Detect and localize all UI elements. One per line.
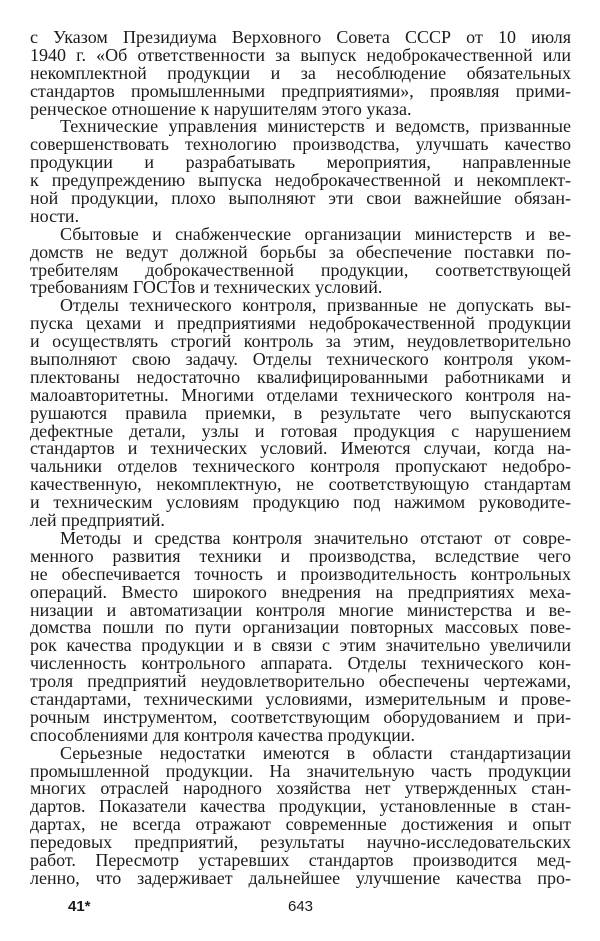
text-line: плектованы недостаточно квалифицированными работниками и — [30, 366, 571, 387]
text-line: дартах, не всегда отражают современные достижения и опыт — [30, 814, 571, 835]
text-line: пуска цехами и предприятиями недоброкачественной продукции — [30, 313, 571, 334]
text-line: некомплектной продукции и за несоблюдение обязательных — [30, 62, 571, 83]
page-body — [30, 29, 571, 888]
text-line: домства пошли по пути организации повторных массовых пове- — [30, 617, 571, 638]
text-line: продукции и разрабатывать мероприятия, направленные — [30, 152, 571, 173]
text-line: передовых предприятий, результаты научно-исследовательских — [30, 832, 571, 853]
signature-mark: 41* — [68, 898, 91, 915]
paragraph — [30, 742, 571, 888]
text-line: способлениями для контроля качества продукции. — [30, 724, 416, 745]
text-line: низации и автоматизации контроля многие министерства и ве- — [30, 599, 571, 620]
text-line: и осуществлять строгий контроль за этим, неудовлетворительно — [30, 331, 571, 352]
text-line: рушаются правила приемки, в результате чего выпускаются — [30, 402, 571, 423]
paragraph — [30, 223, 571, 298]
text-line: работ. Пересмотр устаревших стандартов производится мед- — [30, 849, 571, 870]
text-line: к предупреждению выпуска недоброкачественной и некомплект- — [30, 170, 571, 191]
text-line: операций. Вместо широкого внедрения на предприятиях меха- — [30, 581, 571, 602]
text-line: дартов. Показатели качества продукции, установленные в стан- — [30, 796, 571, 817]
text-line: Отделы технического контроля, призванные не допускать вы- — [60, 295, 571, 316]
text-line: лей предприятий. — [30, 510, 165, 531]
text-line: Технические управления министерств и ведомств, призванные — [60, 116, 571, 137]
text-line: малоавторитетны. Многими отделами технического контроля на- — [30, 384, 571, 405]
text-line: ленно, что задерживает дальнейшее улучшение качества про- — [30, 867, 571, 888]
text-line: менного развития техники и производства, вследствие чего — [30, 545, 571, 566]
text-line: Методы и средства контроля значительно отстают от совре- — [60, 527, 571, 548]
text-line: Сбытовые и снабженческие организации министерств и ве- — [60, 223, 571, 244]
text-line: троля предприятий неудовлетворительно обеспечены чертежами, — [30, 671, 571, 692]
text-line: ной продукции, плохо выполняют эти свои важнейшие обязан- — [30, 188, 571, 209]
text-line: ности. — [30, 205, 80, 226]
text-line: домств не ведут должной борьбы за обеспечение поставки по- — [30, 241, 571, 262]
text-line: не обеспечивается точность и производительность контрольных — [30, 563, 571, 584]
paragraph — [30, 118, 571, 225]
text-line: с Указом Президиума Верховного Совета СССР от 10 июля — [30, 27, 571, 47]
text-line: стандартами, техническими условиями, измерительным и прове- — [30, 688, 571, 709]
text-line: качественную, некомплектную, не соответствующую стандартам — [30, 474, 571, 495]
text-line: совершенствовать технологию производства, улучшать качество — [30, 134, 571, 155]
text-line: требителям доброкачественной продукции, соответствующей — [30, 259, 571, 280]
text-line: промышленной продукции. На значительную часть продукции — [30, 760, 571, 781]
text-line: ренческое отношение к нарушителям этого указа. — [30, 98, 412, 119]
text-line: численность контрольного аппарата. Отделы технического кон- — [30, 653, 571, 674]
text-line: требованиям ГОСТов и технических условий. — [30, 277, 383, 298]
text-line: выполняют свою задачу. Отделы технического контроля уком- — [30, 349, 571, 370]
paragraph — [30, 527, 571, 745]
text-line: дефектные детали, узлы и готовая продукция с нарушением — [30, 420, 571, 441]
text-line: Серьезные недостатки имеются в области стандартизации — [60, 742, 571, 763]
text-line: чальники отделов технического контроля пропускают недобро- — [30, 456, 571, 477]
paragraph — [30, 29, 571, 118]
paragraph — [30, 297, 571, 530]
text-line: стандартов и технических условий. Имеются случаи, когда на- — [30, 438, 571, 459]
page-number: 643 — [288, 898, 314, 915]
text-line: 1940 г. «Об ответственности за выпуск недоброкачественной или — [30, 44, 571, 65]
text-line: и техническим условиям продукцию под нажимом руководите- — [30, 492, 571, 513]
text-line: многих отраслей народного хозяйства нет утвержденных стан- — [30, 778, 571, 799]
text-line: стандартов промышленными предприятиями», проявляя прими- — [30, 80, 571, 101]
text-line: рочным инструментом, соответствующим оборудованием и при- — [30, 706, 571, 727]
text-line: рок качества продукции и в связи с этим значительно увеличили — [30, 635, 571, 656]
